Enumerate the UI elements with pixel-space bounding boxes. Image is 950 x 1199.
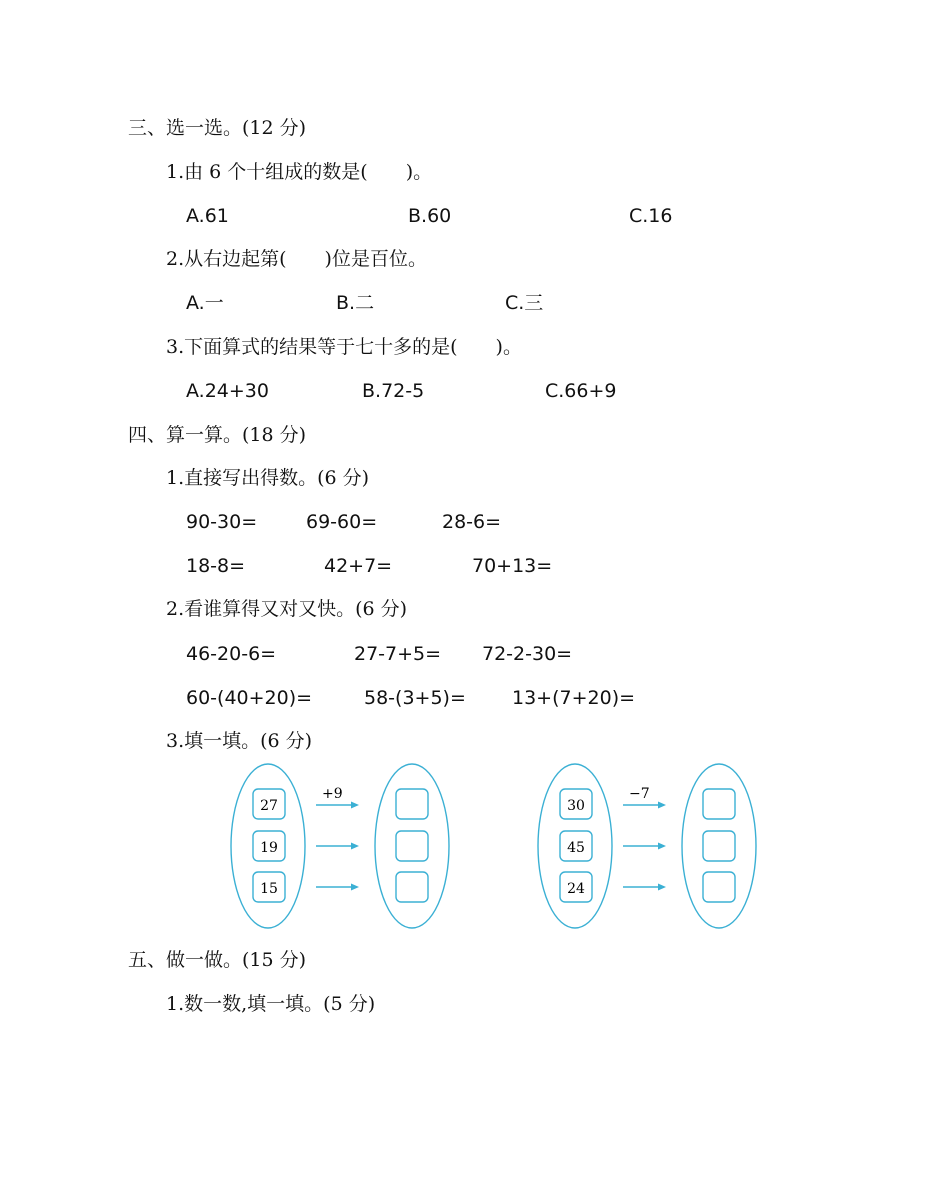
answer-box (703, 872, 735, 902)
input-number: 15 (260, 881, 278, 897)
diagram-svg (228, 760, 454, 932)
arrowhead (658, 843, 666, 850)
arrowhead (351, 843, 359, 850)
expression: 90-30= (186, 511, 258, 533)
q2-option-a[interactable]: A.一 (186, 292, 224, 314)
q3-option-b[interactable]: B.72-5 (362, 380, 425, 402)
input-number: 19 (260, 840, 278, 856)
answer-box (703, 789, 735, 819)
q3-option-c[interactable]: C.66+9 (545, 380, 617, 402)
arrowhead (658, 802, 666, 809)
section-3-title: 三、选一选。(12 分) (128, 117, 307, 139)
arrowhead (351, 884, 359, 891)
q1-stem: 1.由 6 个十组成的数是( )。 (166, 161, 433, 183)
expression: 72-2-30= (482, 643, 573, 665)
expression: 58-(3+5)= (364, 687, 466, 709)
input-number: 45 (567, 840, 585, 856)
q1-option-a[interactable]: A.61 (186, 205, 229, 227)
expression: 42+7= (324, 555, 393, 577)
section-4-title: 四、算一算。(18 分) (128, 424, 307, 446)
operation-label: +9 (322, 786, 343, 802)
expression: 18-8= (186, 555, 246, 577)
input-number: 24 (567, 881, 585, 897)
q3-option-a[interactable]: A.24+30 (186, 380, 269, 402)
arrowhead (658, 884, 666, 891)
input-number: 30 (567, 798, 585, 814)
expression: 46-20-6= (186, 643, 277, 665)
expression: 28-6= (442, 511, 502, 533)
expression: 60-(40+20)= (186, 687, 313, 709)
operation-label: −7 (629, 786, 650, 802)
section-5-title: 五、做一做。(15 分) (128, 949, 307, 971)
arrowhead (351, 802, 359, 809)
part-2-title: 2.看谁算得又对又快。(6 分) (166, 598, 408, 620)
q1-option-b[interactable]: B.60 (408, 205, 452, 227)
fill-diagram-left (228, 760, 454, 932)
diagram-svg (535, 760, 761, 932)
input-number: 27 (260, 798, 278, 814)
expression: 27-7+5= (354, 643, 442, 665)
part-1-title: 1.直接写出得数。(6 分) (166, 467, 370, 489)
answer-box (703, 831, 735, 861)
expression: 69-60= (306, 511, 378, 533)
answer-box (396, 872, 428, 902)
q2-option-c[interactable]: C.三 (505, 292, 544, 314)
answer-box (396, 831, 428, 861)
part-1-title: 1.数一数,填一填。(5 分) (166, 993, 376, 1015)
q1-option-c[interactable]: C.16 (629, 205, 673, 227)
q2-option-b[interactable]: B.二 (336, 292, 375, 314)
expression: 70+13= (472, 555, 553, 577)
answer-box (396, 789, 428, 819)
expression: 13+(7+20)= (512, 687, 636, 709)
part-3-title: 3.填一填。(6 分) (166, 730, 313, 752)
fill-diagram-right (535, 760, 761, 932)
q3-stem: 3.下面算式的结果等于七十多的是( )。 (166, 336, 522, 358)
q2-stem: 2.从右边起第( )位是百位。 (166, 248, 427, 270)
